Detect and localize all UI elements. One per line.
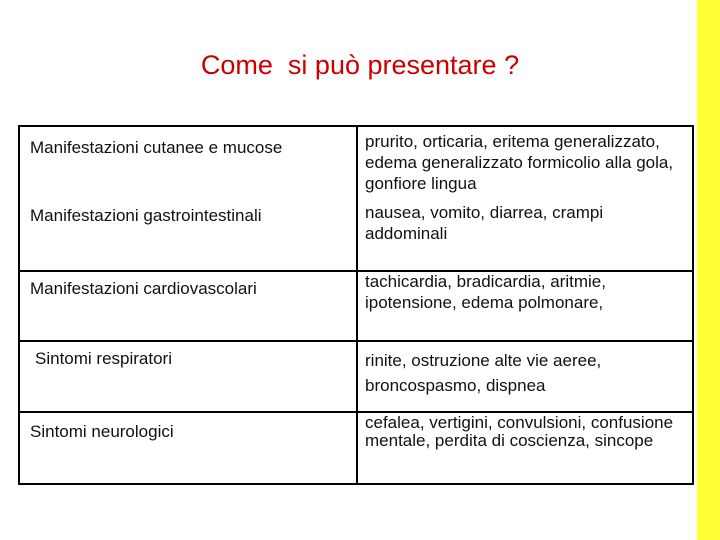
row-label-cardio: Manifestazioni cardiovascolari bbox=[30, 279, 257, 298]
row-text-skin: prurito, orticaria, eritema generalizzato, edema generalizzato formicolio alla gola, gonfiore lingua bbox=[365, 132, 674, 193]
symptoms-table bbox=[18, 125, 694, 485]
row-text-neuro: cefalea, vertigini, convulsioni, confusione mentale, perdita di coscienza, sincope bbox=[365, 413, 674, 450]
accent-bar bbox=[697, 0, 720, 540]
row-text-respiratory: rinite, ostruzione alte vie aeree, broncospasmo, dispnea bbox=[365, 351, 602, 395]
column-divider bbox=[356, 127, 358, 483]
row-divider bbox=[20, 340, 692, 342]
row-label-skin: Manifestazioni cutanee e mucose bbox=[30, 138, 283, 157]
slide-title: Come si può presentare ? bbox=[200, 50, 520, 80]
row-text-gastro: nausea, vomito, diarrea, crampi addominali bbox=[365, 203, 604, 243]
row-label-neuro: Sintomi neurologici bbox=[30, 422, 174, 441]
row-label-gastro: Manifestazioni gastrointestinali bbox=[30, 206, 262, 225]
row-label-respiratory: Sintomi respiratori bbox=[35, 349, 172, 368]
row-text-cardio: tachicardia, bradicardia, aritmie, ipotensione, edema polmonare, bbox=[365, 272, 606, 312]
